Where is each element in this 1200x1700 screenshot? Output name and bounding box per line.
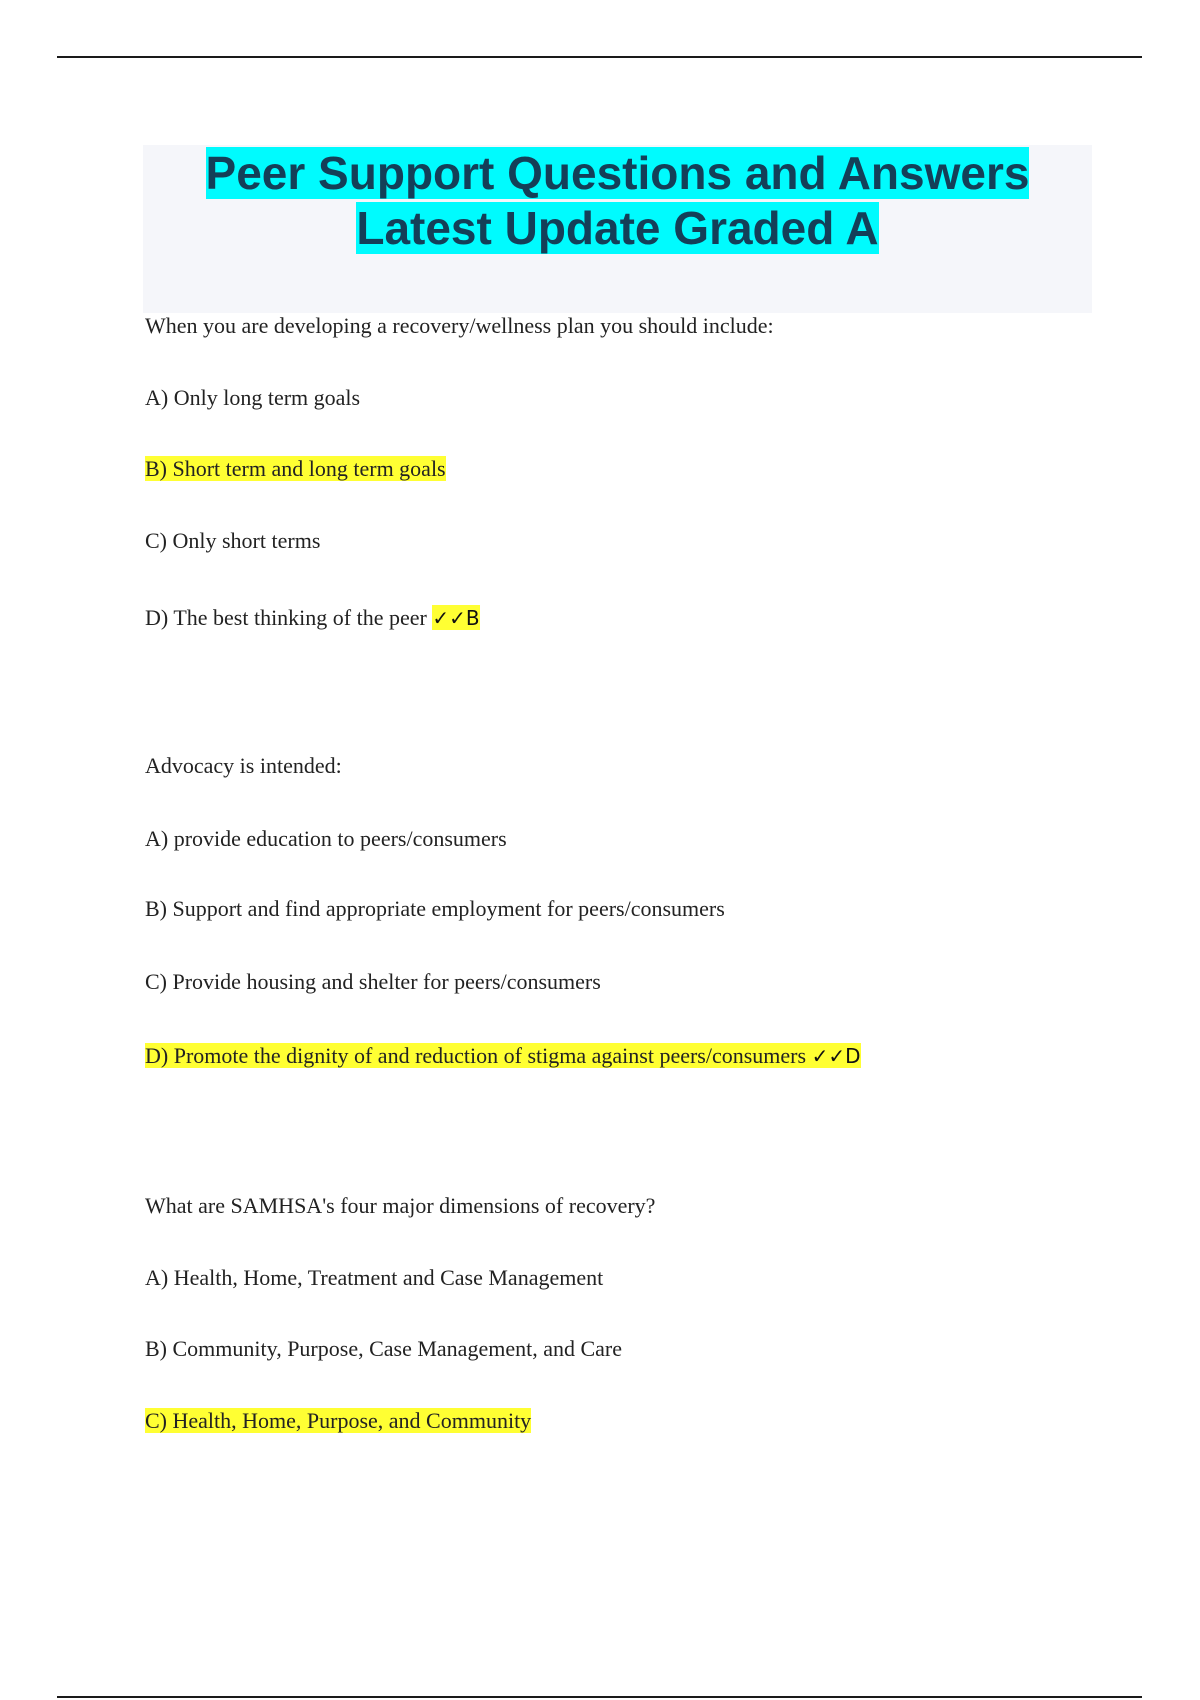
q2-option-c: C) Provide housing and shelter for peers/consumers: [145, 969, 601, 994]
question-2: Advocacy is intended:: [145, 753, 342, 778]
q1-option-c: C) Only short terms: [145, 528, 321, 553]
q3-option-b: B) Community, Purpose, Case Management, and Care: [145, 1336, 622, 1361]
q1-option-b: [145, 455, 446, 483]
q1-answer-mark: [432, 605, 479, 630]
q2-option-b: B) Support and find appropriate employment for peers/consumers: [145, 896, 725, 921]
q2-answer-mark: ✓✓D: [811, 1044, 861, 1068]
title-line-2: Latest Update Graded A: [356, 202, 879, 254]
q2-option-a: A) provide education to peers/consumers: [145, 826, 507, 851]
q1-option-b-highlight: B) Short term and long term goals: [145, 456, 446, 481]
title-line-1: Peer Support Questions and Answers: [205, 147, 1030, 199]
page-title: [143, 146, 1092, 256]
q1-option-d: [145, 604, 480, 632]
top-rule: [57, 56, 1142, 58]
q3-option-c-highlight: C) Health, Home, Purpose, and Community: [145, 1408, 532, 1433]
q3-option-a: A) Health, Home, Treatment and Case Management: [145, 1265, 604, 1290]
q1-answer-mark-text: ✓✓B: [432, 606, 480, 630]
question-3: What are SAMHSA's four major dimensions of recovery?: [145, 1193, 656, 1218]
q2-option-d-highlight: [145, 1043, 861, 1068]
bottom-rule: [57, 1696, 1142, 1698]
q3-option-c: [145, 1407, 531, 1435]
q1-option-d-text: D) The best thinking of the peer: [145, 605, 427, 630]
question-1: When you are developing a recovery/wellness plan you should include:: [145, 313, 774, 338]
q2-option-d: [145, 1042, 861, 1070]
q1-option-a: A) Only long term goals: [145, 385, 361, 410]
q2-option-d-text: D) Promote the dignity of and reduction of stigma against peers/consumers: [145, 1043, 807, 1068]
